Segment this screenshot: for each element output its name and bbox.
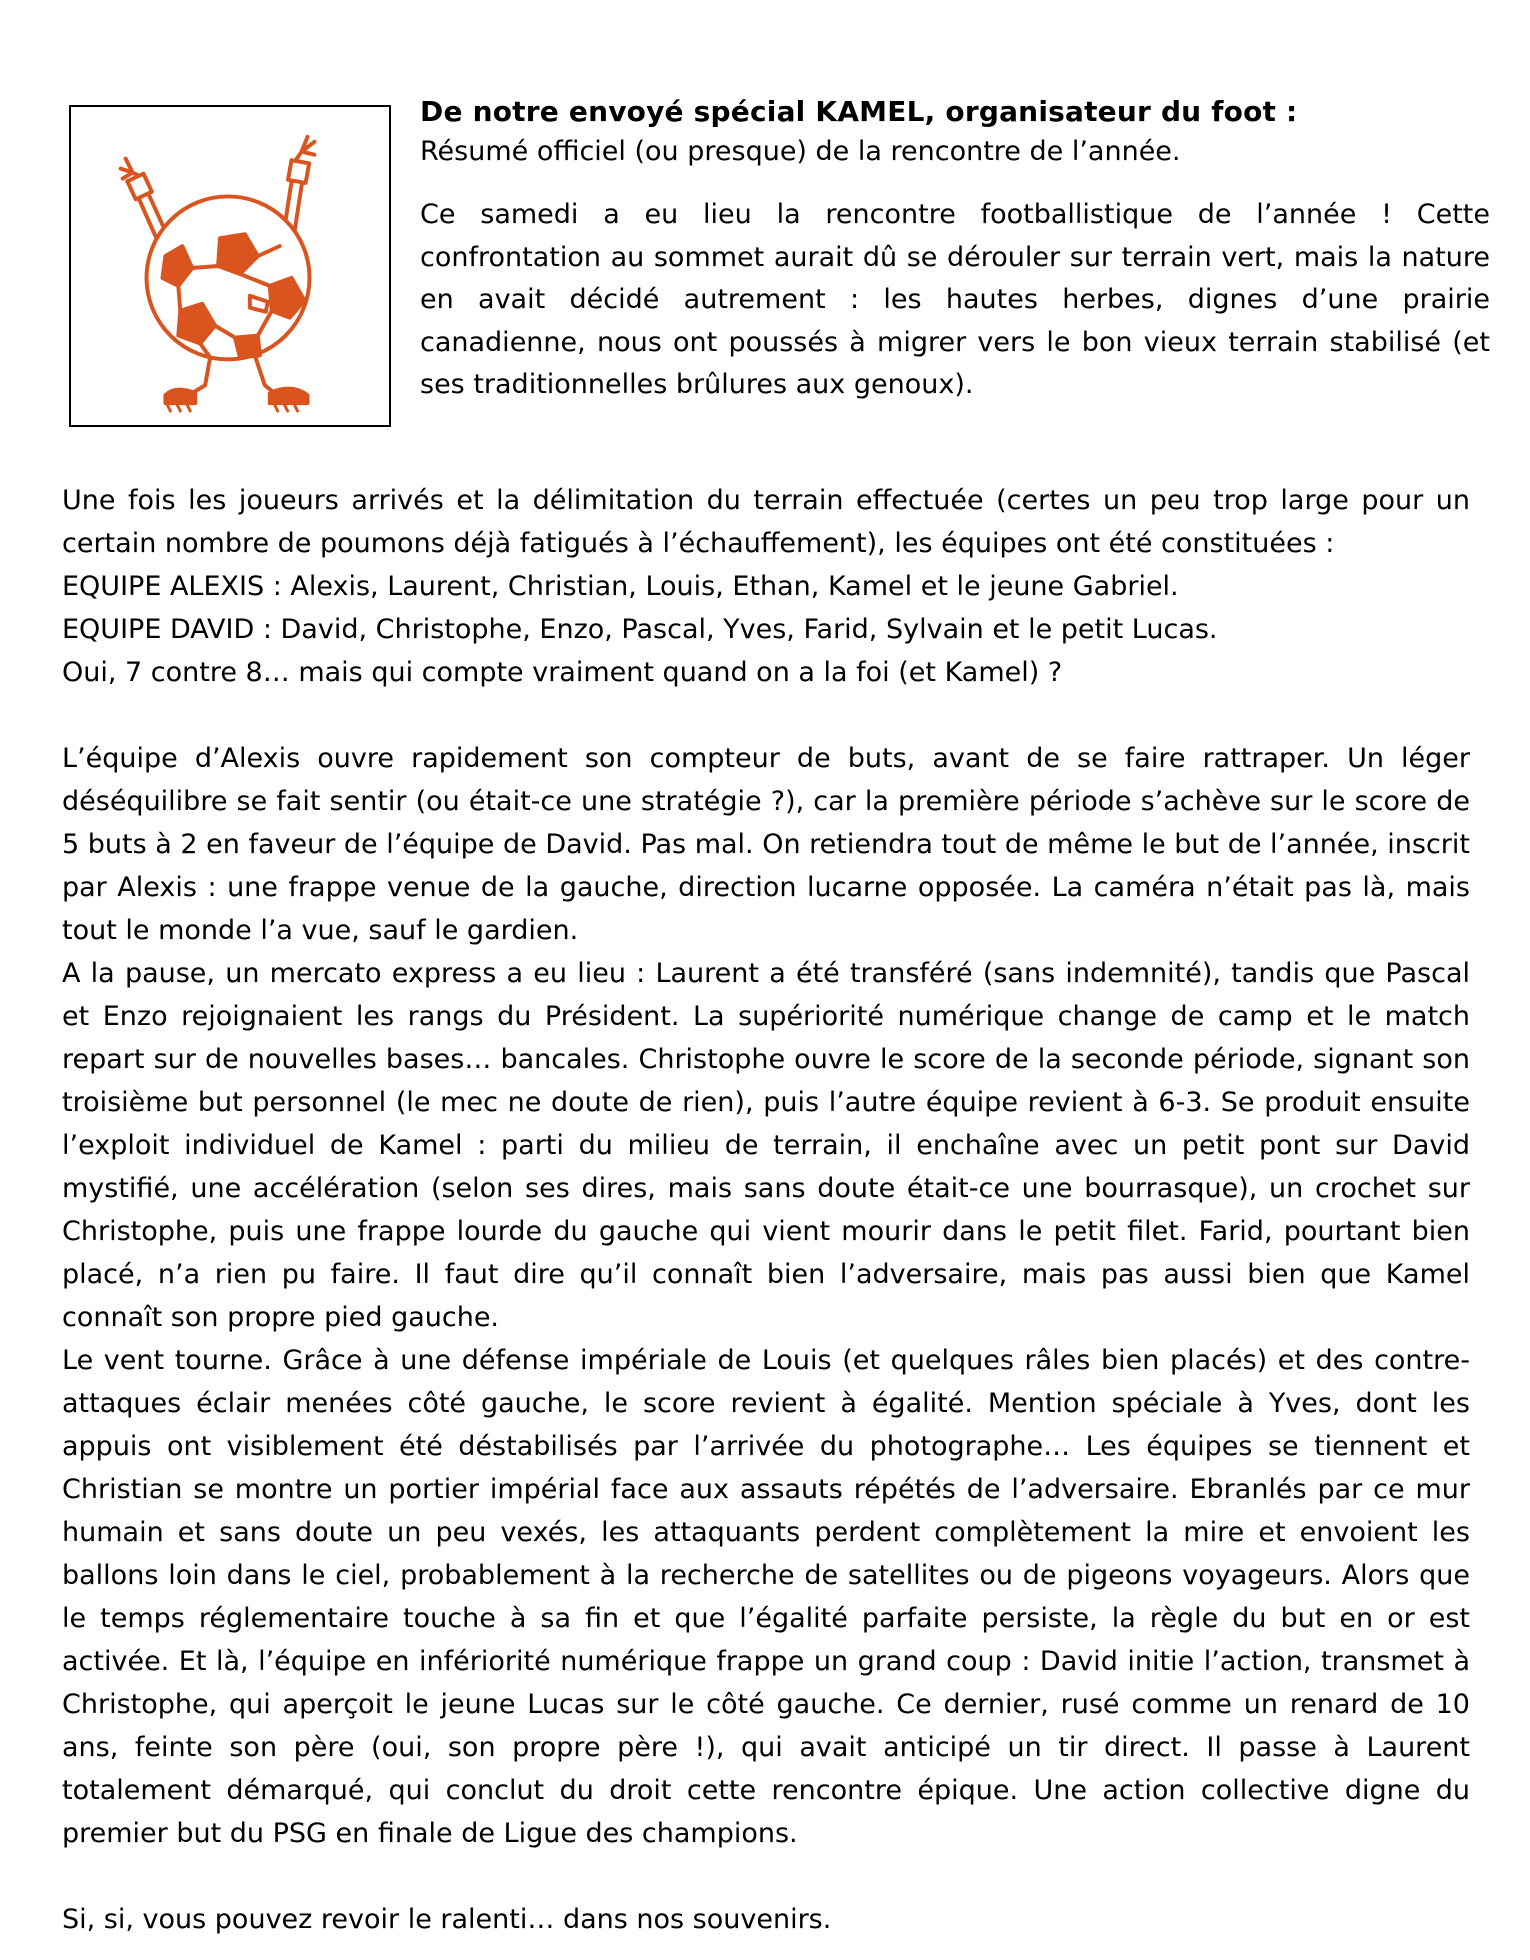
- intro-paragraph: Ce samedi a eu lieu la rencontre footballistique de l’année ! Cette confrontation au sommet aurait dû se dérouler sur terrain vert, mais la nature en avait décidé autrement : les hautes herbes, dignes d’une prairie canadienne, nous ont poussés à migrer vers le bon vieux terrain stabilisé (et ses traditionnelles brûlures aux genoux).: [420, 199, 1490, 400]
- logo-frame: [69, 105, 391, 427]
- second-half-paragraph: Le vent tourne. Grâce à une défense impériale de Louis (et quelques râles bien placés) et des contre-attaques éclair menées côté gauche, le score revient à égalité. Mention spéciale à Yves, dont les appuis ont visiblement été déstabilisés par l’arrivée du photographe… Les équipes se tiennent et Christian se montre un portier impérial face aux assauts répétés de l’adversaire. Ebranlés par ce mur humain et sans doute un peu vexés, les attaquants perdent complètement la mire et envoient les ballons loin dans le ciel, probablement à la recherche de satellites ou de pigeons voyageurs. Alors que le temps réglementaire touche à sa fin et que l’égalité parfaite persiste, la règle du but en or est activée. Et là, l’équipe en infériorité numérique frappe un grand coup : David initie l’action, transmet à Christophe, qui aperçoit le jeune Lucas sur le côté gauche. Ce dernier, rusé comme un renard de 10 ans, feinte son père (oui, son propre père !), qui avait anticipé un tir direct. Il passe à Laurent totalement démarqué, qui conclut du droit cette rencontre épique. Une action collective digne du premier but du PSG en finale de Ligue des champions.: [62, 1345, 1470, 1849]
- team-david-line: EQUIPE DAVID : David, Christophe, Enzo, Pascal, Yves, Farid, Sylvain et le petit Lucas.: [62, 614, 1218, 645]
- closing-line: Si, si, vous pouvez revoir le ralenti… dans nos souvenirs.: [62, 1904, 832, 1935]
- paragraph-spacer: [62, 1855, 1470, 1898]
- football-mascot-icon: [71, 107, 389, 425]
- article-headline: De notre envoyé spécial KAMEL, organisateur du foot :: [420, 95, 1298, 128]
- halftime-paragraph: A la pause, un mercato express a eu lieu : Laurent a été transféré (sans indemnité), tandis que Pascal et Enzo rejoignaient les rangs du Président. La supériorité numérique change de camp et le match repart sur de nouvelles bases… bancales. Christophe ouvre le score de la seconde période, signant son troisième but personnel (le mec ne doute de rien), puis l’autre équipe revient à 6-3. Se produit ensuite l’exploit individuel de Kamel : parti du milieu de terrain, il enchaîne avec un petit pont sur David mystifié, une accélération (selon ses dires, mais sans doute était-ce une bourrasque), un crochet sur Christophe, puis une frappe lourde du gauche qui vient mourir dans le petit filet. Farid, pourtant bien placé, n’a rien pu faire. Il faut dire qu’il connaît bien l’adversaire, mais pas aussi bien que Kamel connaît son propre pied gauche.: [62, 958, 1470, 1333]
- article-subheadline: Résumé officiel (ou presque) de la rencontre de l’année.: [420, 136, 1181, 167]
- article-body: [62, 479, 1470, 1941]
- teams-note-line: Oui, 7 contre 8… mais qui compte vraiment quand on a la foi (et Kamel) ?: [62, 657, 1063, 688]
- paragraph-spacer: [62, 694, 1470, 737]
- first-half-paragraph: L’équipe d’Alexis ouvre rapidement son compteur de buts, avant de se faire rattraper. Un léger déséquilibre se fait sentir (ou était-ce une stratégie ?), car la première période s’achève sur le score de 5 buts à 2 en faveur de l’équipe de David. Pas mal. On retiendra tout de même le but de l’année, inscrit par Alexis : une frappe venue de la gauche, direction lucarne opposée. La caméra n’était pas là, mais tout le monde l’a vue, sauf le gardien.: [62, 743, 1470, 946]
- team-alexis-line: EQUIPE ALEXIS : Alexis, Laurent, Christian, Louis, Ethan, Kamel et le jeune Gabriel.: [62, 571, 1179, 602]
- teams-intro-paragraph: Une fois les joueurs arrivés et la délimitation du terrain effectuée (certes un peu trop large pour un certain nombre de poumons déjà fatigués à l’échauffement), les équipes ont été constituées :: [62, 485, 1470, 559]
- intro-block: [420, 92, 1490, 407]
